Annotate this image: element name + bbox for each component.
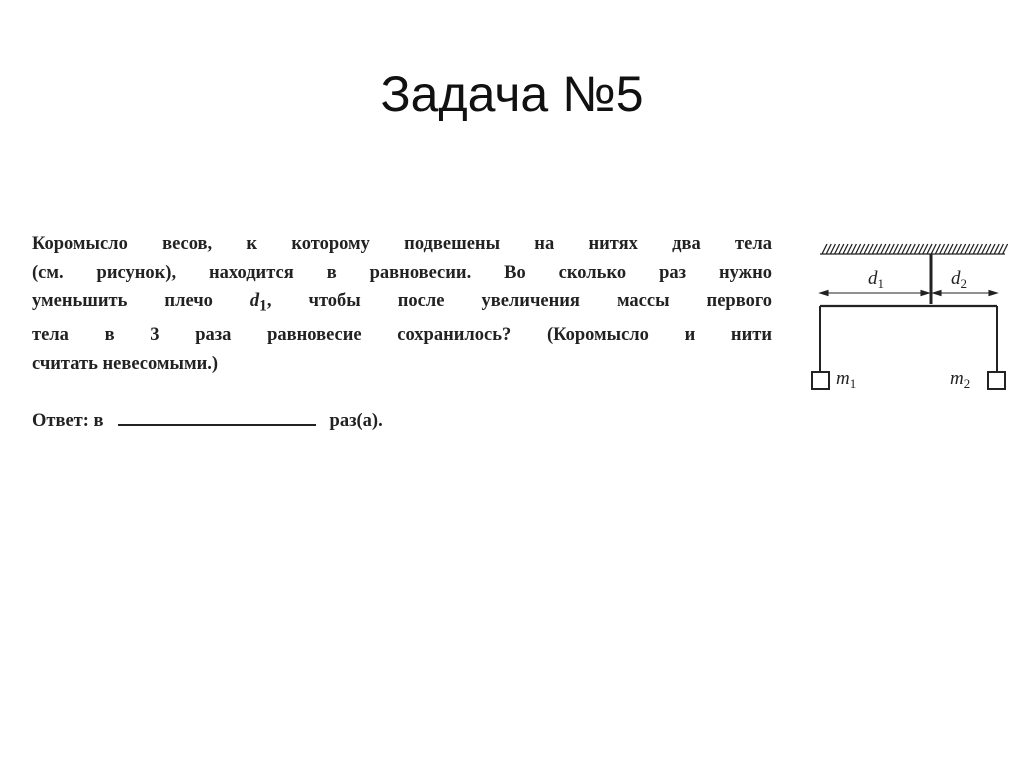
task-line-1: Коромысло весов, к которому подвешены на нитях два тела: [32, 234, 772, 254]
answer-suffix: раз(а).: [329, 411, 383, 431]
task-line-4: тела в 3 раза равновесие сохранилось? (Коромысло и нити: [32, 325, 772, 346]
task-line-2: (см. рисунок), находится в равновесии. Во сколько раз нужно: [32, 262, 772, 283]
task-var-d: d: [249, 291, 260, 312]
task-line-3-end: , чтобы после увеличения массы первого: [266, 291, 773, 312]
lever-diagram: [800, 232, 1012, 404]
lever-figure: [800, 232, 1012, 404]
task-text: [32, 230, 772, 379]
mass-1-box: [812, 372, 829, 389]
task-line-5: считать невесомыми.): [32, 354, 219, 375]
label-m2: $m_2$: [950, 368, 971, 391]
label-d1: $d_1$: [868, 268, 884, 291]
answer-prefix: Ответ: в: [32, 411, 104, 431]
ceiling-hatch: [820, 244, 1008, 254]
answer-blank[interactable]: [118, 406, 316, 426]
dimension-d1: [820, 291, 929, 296]
mass-2-box: [988, 372, 1005, 389]
label-d2: $d_2$: [951, 268, 967, 291]
label-m1: $m_1$: [836, 368, 857, 391]
task-line-3-start: уменьшить плечо: [32, 291, 213, 312]
slide-title: Задача №5: [380, 66, 644, 122]
task-line-3: [32, 287, 772, 321]
task-var-d-sub: 1: [259, 297, 267, 315]
dimension-d2: [933, 291, 997, 296]
answer-line: [32, 406, 383, 435]
